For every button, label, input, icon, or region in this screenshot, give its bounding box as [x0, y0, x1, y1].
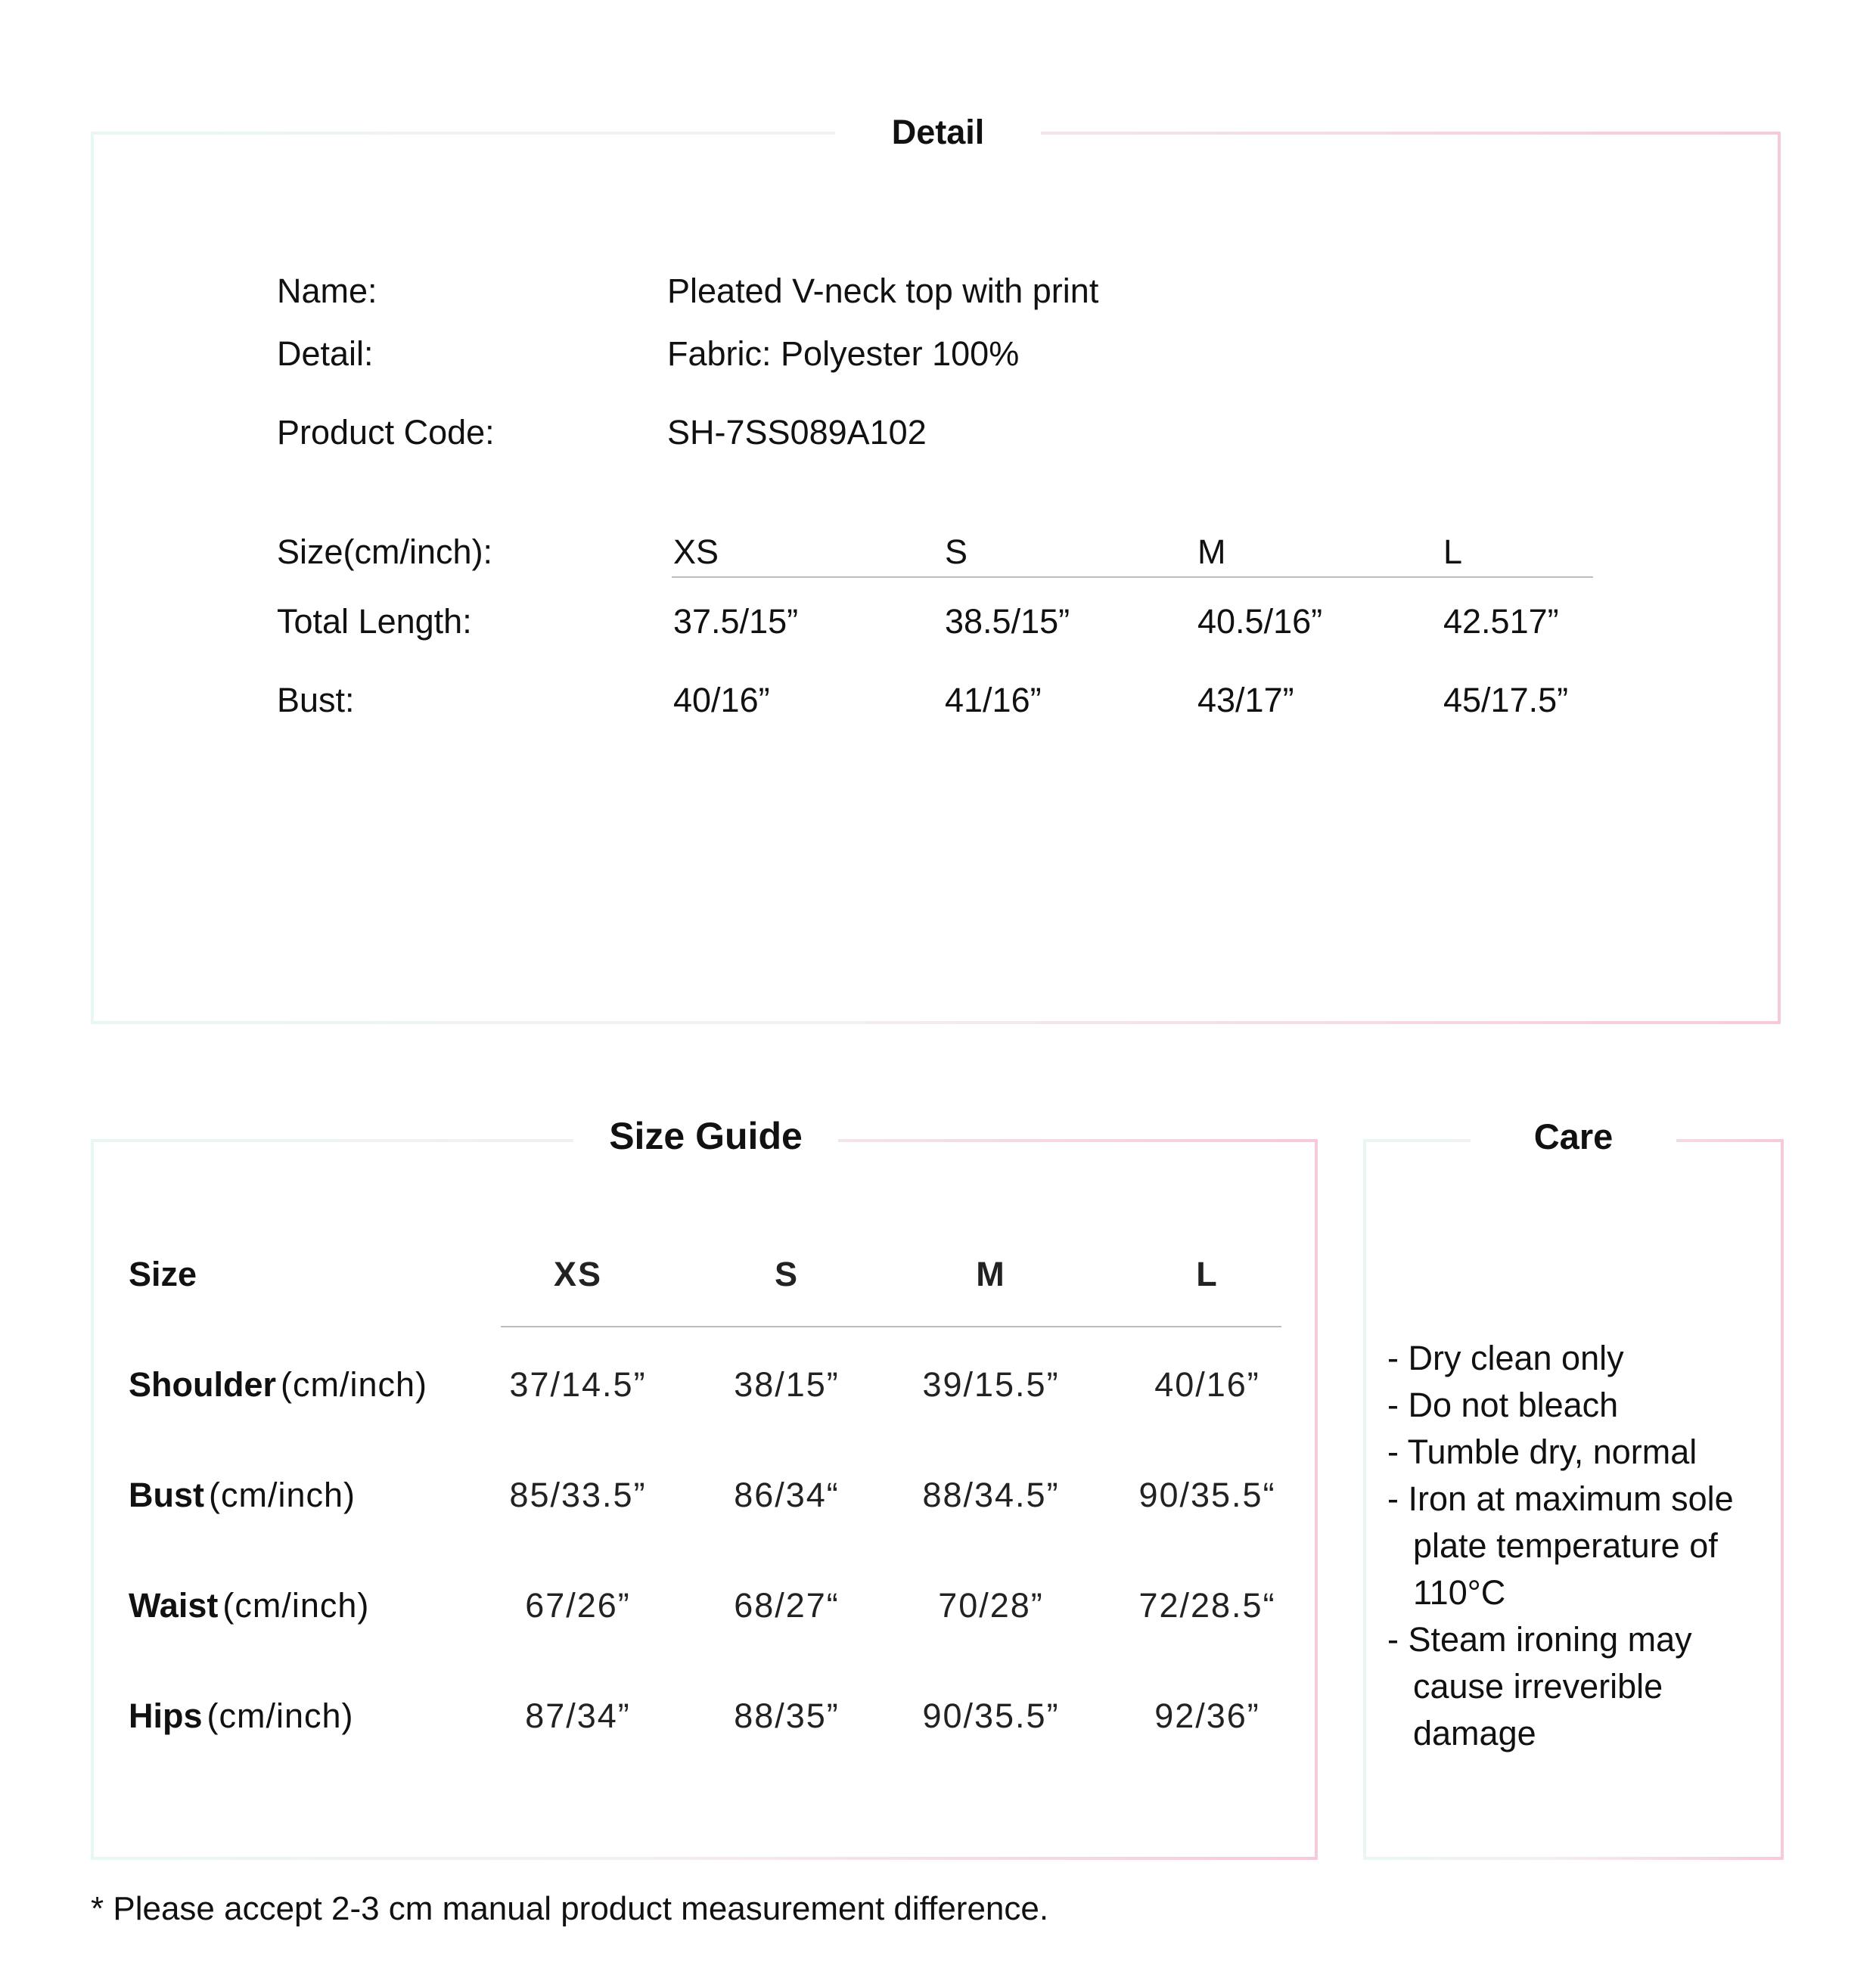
bust-l: 45/17.5”: [1443, 681, 1569, 719]
sg-bust-s: 86/34“: [734, 1476, 840, 1514]
size-guide-xs: XS: [553, 1255, 603, 1293]
bust-row-label: [129, 1478, 356, 1512]
product-code-value: SH-7SS089A102: [667, 413, 927, 452]
size-guide-m: M: [976, 1255, 1006, 1293]
hips-row-label: [129, 1696, 354, 1735]
hips-m: 90/35.5”: [922, 1696, 1060, 1735]
size-guide-title: Size Guide: [573, 1115, 838, 1157]
detail-value: Fabric: Polyester 100%: [667, 334, 1020, 373]
bust-s: 41/16”: [945, 681, 1042, 719]
care-item: - Iron at maximum sole plate temperature of 110°C: [1387, 1479, 1734, 1612]
detail-size-s: S: [945, 532, 968, 571]
care-item: - Dry clean only: [1387, 1339, 1624, 1377]
shoulder-name: Shoulder: [129, 1365, 277, 1404]
size-guide-s: S: [774, 1255, 799, 1293]
total-length-l: 42.517”: [1443, 602, 1559, 641]
product-code-label: Product Code:: [277, 413, 495, 452]
waist-unit: (cm/inch): [222, 1586, 370, 1625]
waist-row-label: [129, 1586, 370, 1625]
detail-size-divider: [672, 576, 1593, 578]
total-length-label: Total Length:: [277, 602, 472, 641]
name-value: Pleated V-neck top with print: [667, 272, 1099, 310]
bust-name: Bust: [129, 1476, 204, 1514]
sg-bust-xs: 85/33.5”: [509, 1476, 647, 1514]
care-list: [1387, 1335, 1766, 1757]
hips-name: Hips: [129, 1696, 203, 1735]
measurement-footnote: * Please accept 2-3 cm manual product measurement difference.: [91, 1890, 1049, 1927]
shoulder-m: 39/15.5”: [922, 1365, 1060, 1404]
total-length-xs: 37.5/15”: [673, 602, 799, 641]
detail-size-l: L: [1443, 532, 1463, 571]
name-label: Name:: [277, 272, 377, 310]
bust-xs: 40/16”: [673, 681, 770, 719]
size-unit-label: Size(cm/inch):: [277, 532, 493, 571]
care-item: - Steam ironing may cause irreverible damage: [1387, 1620, 1692, 1752]
waist-s: 68/27“: [734, 1586, 840, 1625]
bust-m: 43/17”: [1197, 681, 1294, 719]
shoulder-unit: (cm/inch): [281, 1365, 428, 1404]
shoulder-xs: 37/14.5”: [509, 1365, 647, 1404]
waist-xs: 67/26”: [525, 1586, 631, 1625]
care-item: - Do not bleach: [1387, 1386, 1619, 1424]
size-guide-divider: [501, 1326, 1281, 1327]
waist-l: 72/28.5“: [1138, 1586, 1276, 1625]
size-guide-l: L: [1196, 1255, 1219, 1293]
shoulder-s: 38/15”: [734, 1365, 840, 1404]
care-title: Care: [1471, 1116, 1676, 1157]
total-length-s: 38.5/15”: [945, 602, 1070, 641]
hips-unit: (cm/inch): [207, 1696, 354, 1735]
total-length-m: 40.5/16”: [1197, 602, 1323, 641]
shoulder-row-label: [129, 1367, 427, 1402]
detail-size-m: M: [1197, 532, 1226, 571]
sg-bust-m: 88/34.5”: [922, 1476, 1060, 1514]
detail-title: Detail: [835, 113, 1041, 151]
detail-label: Detail:: [277, 334, 374, 373]
hips-l: 92/36”: [1154, 1696, 1260, 1735]
detail-size-xs: XS: [673, 532, 719, 571]
sg-bust-l: 90/35.5“: [1138, 1476, 1276, 1514]
detail-frame: [91, 132, 1781, 1024]
bust-unit: (cm/inch): [209, 1476, 356, 1514]
bust-label: Bust:: [277, 681, 355, 719]
waist-m: 70/28”: [938, 1586, 1044, 1625]
hips-xs: 87/34”: [525, 1696, 631, 1735]
size-header: Size: [129, 1255, 197, 1293]
care-item: - Tumble dry, normal: [1387, 1433, 1697, 1471]
shoulder-l: 40/16”: [1154, 1365, 1260, 1404]
hips-s: 88/35”: [734, 1696, 840, 1735]
waist-name: Waist: [129, 1586, 219, 1625]
